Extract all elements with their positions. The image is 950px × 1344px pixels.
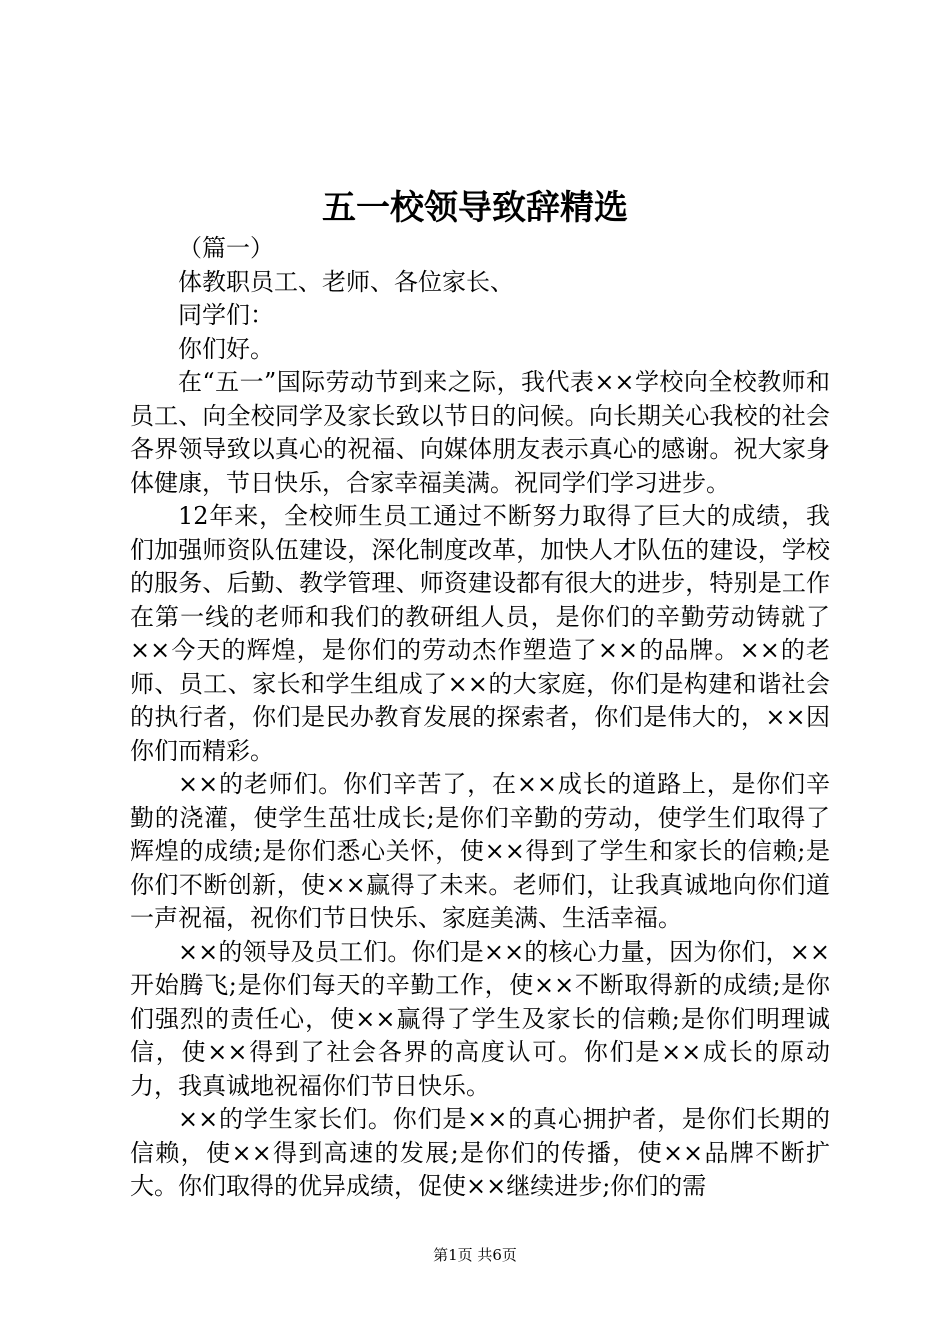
document-body [130, 232, 830, 1204]
paragraph: 体教职员工、老师、各位家长、 [178, 267, 514, 296]
paragraph: 在“五一”国际劳动节到来之际，我代表××学校向全校教师和员工、向全校同学及家长致以节日的问候。向长期关心我校的社会各界领导致以真心的祝福、向媒体朋友表示真心的感谢。祝大家身体健康，节日快乐，合家幸福美满。祝同学们学习进步。 [130, 368, 830, 497]
page-number-footer: 第1页 共6页 [433, 1246, 517, 1264]
paragraph: ××的老师们。你们辛苦了，在××成长的道路上，是你们辛勤的浇灌，使学生茁壮成长;是你们辛勤的劳动，使学生们取得了辉煌的成绩;是你们悉心关怀，使××得到了学生和家长的信赖;是你们不断创新，使××赢得了未来。老师们，让我真诚地向你们道一声祝福，祝你们节日快乐、家庭美满、生活幸福。 [130, 770, 830, 932]
paragraph: 你们好。 [178, 334, 274, 363]
paragraph: ××的领导及员工们。你们是××的核心力量，因为你们，××开始腾飞;是你们每天的辛勤工作，使××不断取得新的成绩;是你们强烈的责任心，使××赢得了学生及家长的信赖;是你们明理诚信，使××得到了社会各界的高度认可。你们是××成长的原动力，我真诚地祝福你们节日快乐。 [130, 937, 830, 1100]
paragraph: （篇一） [178, 234, 274, 262]
document-title: 五一校领导致辞精选 [322, 188, 628, 228]
paragraph: 12年来，全校师生员工通过不断努力取得了巨大的成绩，我们加强师资队伍建设，深化制度改革，加快人才队伍的建设，学校的服务、后勤、教学管理、师资建设都有很大的进步，特别是工作在第一线的老师和我们的教研组人员，是你们的辛勤劳动铸就了××今天的辉煌，是你们的劳动杰作塑造了××的品牌。××的老师、员工、家长和学生组成了××的大家庭，你们是构建和谐社会的执行者，你们是民办教育发展的探索者，你们是伟大的，××因你们而精彩。 [130, 502, 830, 765]
paragraph: 同学们： [178, 301, 274, 329]
paragraph: ××的学生家长们。你们是××的真心拥护者，是你们长期的信赖，使××得到高速的发展;是你们的传播，使××品牌不断扩大。你们取得的优异成绩，促使××继续进步;你们的需 [130, 1105, 830, 1200]
